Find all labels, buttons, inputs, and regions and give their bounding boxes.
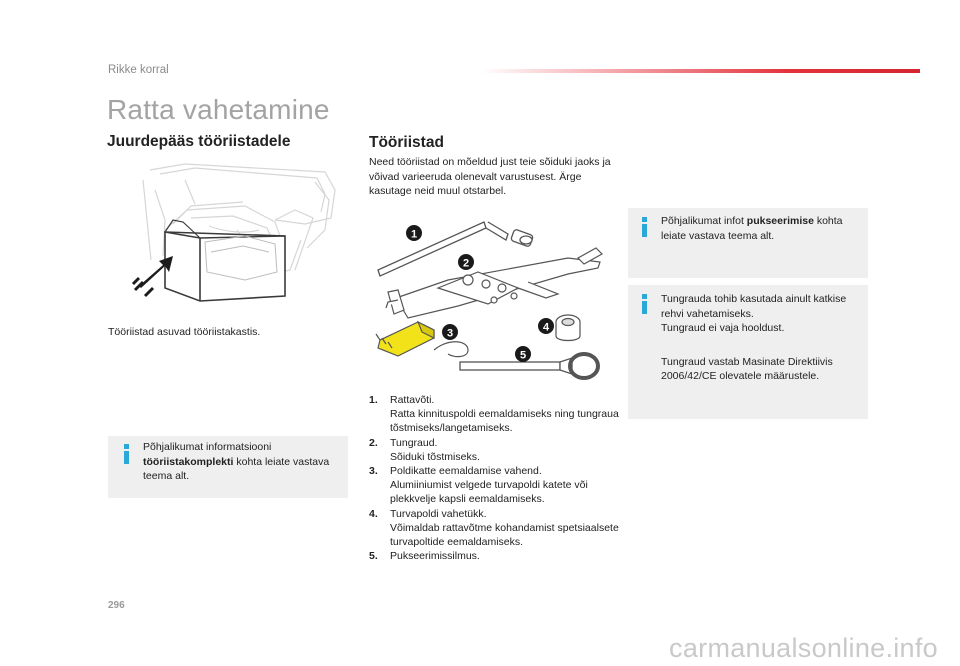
list-item-name: Pukseerimissilmus. bbox=[390, 550, 480, 563]
info-box-toolkit bbox=[108, 436, 348, 498]
info-box-jack bbox=[628, 285, 868, 419]
list-item-number: 4. bbox=[369, 507, 378, 520]
info-toolkit-text-after: kohta leiate vastava teema alt. bbox=[143, 455, 330, 482]
watermark: carmanualsonline.info bbox=[669, 633, 938, 663]
list-item bbox=[369, 507, 619, 550]
info-towing-text-after: kohta leiate vastava teema alt. bbox=[661, 215, 843, 242]
list-item-desc: Sõiduki tõstmiseks. bbox=[390, 450, 480, 463]
info-icon bbox=[122, 444, 131, 464]
jack-maintenance-text: Tungraud ei vaja hooldust. bbox=[661, 322, 785, 334]
list-item-desc: Ratta kinnituspoldi eemaldamiseks ning tungraua tõstmiseks/langetamiseks. bbox=[390, 408, 619, 435]
tool-list bbox=[369, 393, 619, 563]
info-icon bbox=[640, 217, 649, 237]
list-item-name: Tungraud. bbox=[390, 436, 438, 449]
list-item-desc: Võimaldab rattavõtme kohandamist spetsiaalsete turvapoltide eemaldamiseks. bbox=[390, 521, 619, 549]
info-toolkit-bold: tööriistakomplekti bbox=[143, 455, 234, 468]
list-item-number: 1. bbox=[369, 394, 378, 406]
bolt-cover-remover bbox=[376, 322, 434, 356]
jack-directive-text: Tungraud vastab Masinate Direktiivis 2006/42/CE olevatele määrustele. bbox=[661, 355, 833, 382]
list-item bbox=[369, 549, 619, 563]
info-towing-text-before: Põhjalikumat infot bbox=[661, 215, 747, 227]
list-item bbox=[369, 393, 619, 436]
tools-intro-text: Need tööriistad on mõeldud just teie sõiduki jaoks ja võivad varieeruda olenevalt varustusest. Ärge kasutage neid muul otstarbel. bbox=[369, 156, 611, 197]
toolbox bbox=[165, 220, 285, 301]
callout-2: 2 bbox=[462, 257, 470, 270]
wheel-wrench bbox=[378, 222, 533, 276]
list-item-number: 2. bbox=[369, 436, 378, 449]
list-item-number: 5. bbox=[369, 550, 378, 563]
list-item bbox=[369, 464, 619, 507]
list-item-name: Poldikatte eemaldamise vahend. bbox=[390, 465, 542, 478]
list-item-number: 3. bbox=[369, 465, 378, 478]
jack-usage-text: Tungrauda tohib kasutada ainult katkise rehvi vahetamiseks. bbox=[661, 293, 847, 320]
list-item-name: Rattavõti. bbox=[390, 394, 435, 406]
page-title: Ratta vahetamine bbox=[107, 94, 330, 125]
list-item-name: Turvapoldi vahetükk. bbox=[390, 507, 487, 520]
tools-heading: Tööriistad bbox=[369, 134, 444, 151]
info-icon bbox=[640, 294, 649, 314]
security-bolt-adapter bbox=[556, 315, 580, 341]
info-towing-bold: pukseerimise bbox=[746, 215, 814, 227]
header-accent-bar bbox=[480, 69, 920, 73]
list-item bbox=[369, 436, 619, 464]
seat-toolbox-illustration bbox=[125, 160, 340, 308]
spring-clip bbox=[434, 342, 468, 357]
callout-3: 3 bbox=[446, 327, 454, 340]
list-item-desc: Alumiiniumist velgede turvapoldi katete või plekkvelje kapsli eemaldamiseks. bbox=[390, 479, 588, 506]
callout-1: 1 bbox=[410, 228, 418, 241]
toolbox-caption: Tööriistad asuvad tööriistakastis. bbox=[108, 326, 261, 338]
section-label: Rikke korral bbox=[108, 64, 169, 76]
tools-access-heading: Juurdepääs tööriistadele bbox=[107, 133, 291, 150]
callout-5: 5 bbox=[519, 349, 527, 362]
page-number: 296 bbox=[108, 600, 125, 611]
tools-illustration bbox=[368, 218, 608, 390]
info-box-towing bbox=[628, 208, 868, 278]
info-toolkit-text-before: Põhjalikumat informatsiooni bbox=[143, 441, 272, 453]
callout-4: 4 bbox=[542, 321, 550, 334]
